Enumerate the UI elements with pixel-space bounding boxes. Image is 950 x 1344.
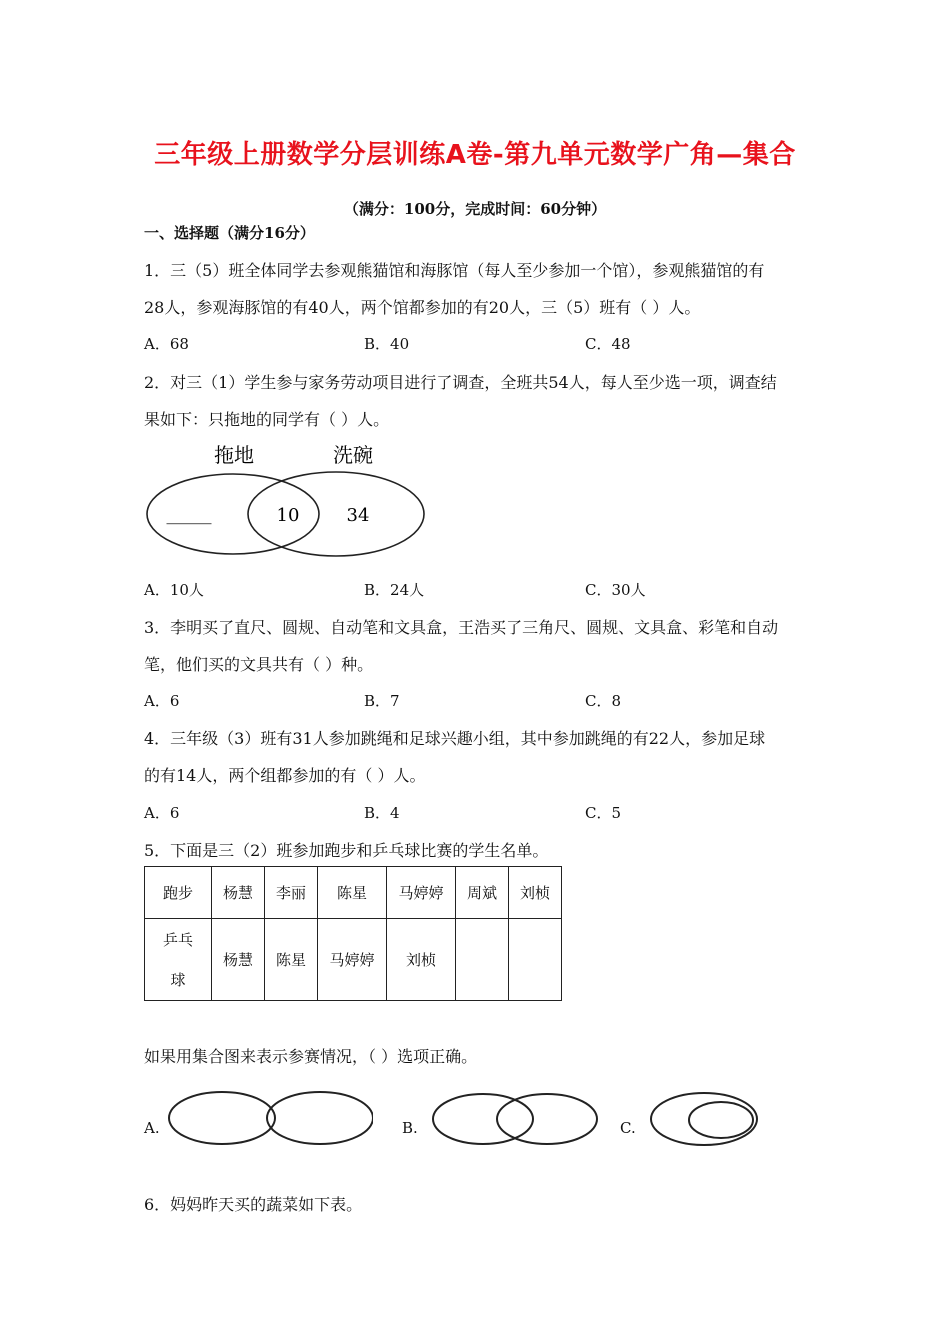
q5-option-a-label: A.	[144, 1119, 160, 1137]
table-cell: 刘桢	[509, 867, 562, 919]
q5-option-b-diagram	[430, 1090, 602, 1146]
table-cell: 陈星	[318, 867, 387, 919]
q2-option-c: C．30人	[585, 581, 646, 599]
venn-left-value: _____	[166, 504, 212, 525]
table-cell: 李丽	[265, 867, 318, 919]
q2-venn-diagram	[144, 438, 434, 562]
table-cell: 刘桢	[387, 919, 456, 1001]
venn-right-label: 洗碗	[333, 443, 373, 467]
q2-text-line2: 果如下：只拖地的同学有（ ）人。	[144, 410, 390, 429]
table-cell: 马婷婷	[387, 867, 456, 919]
q4-option-b: B．4	[364, 804, 400, 822]
q5-text-line2: 如果用集合图来表示参赛情况，（ ）选项正确。	[144, 1047, 478, 1066]
table-cell: 跑步	[145, 867, 212, 919]
q1-text-line1: 1．三（5）班全体同学去参观熊猫馆和海豚馆（每人至少参加一个馆），参观熊猫馆的有	[144, 261, 765, 280]
q1-text-line2: 28人，参观海豚馆的有40人，两个馆都参加的有20人，三（5）班有（ ）人。	[144, 298, 701, 317]
q5-option-b-label: B.	[402, 1119, 418, 1137]
q5-option-c-diagram	[648, 1090, 762, 1148]
overlap-ellipse-left	[433, 1094, 533, 1144]
q2-option-b: B．24人	[364, 581, 425, 599]
q4-text-line1: 4．三年级（3）班有31人参加跳绳和足球兴趣小组，其中参加跳绳的有22人，参加足球	[144, 729, 766, 748]
table-cell: 杨慧	[212, 919, 265, 1001]
table-cell: 马婷婷	[318, 919, 387, 1001]
table-cell	[145, 919, 212, 1001]
pingpong-label: 乒乓球	[162, 930, 193, 989]
q5-text-line1: 5．下面是三（2）班参加跑步和乒乓球比赛的学生名单。	[144, 841, 549, 860]
table-cell: 杨慧	[212, 867, 265, 919]
venn-right-ellipse	[248, 472, 424, 556]
q5-option-a-diagram	[165, 1090, 373, 1146]
section-heading: 一、选择题（满分16分）	[144, 224, 315, 242]
venn-right-value: 34	[346, 505, 370, 526]
inner-ellipse	[689, 1102, 753, 1138]
page-title: 三年级上册数学分层训练A卷-第九单元数学广角—集合	[154, 140, 796, 170]
table-cell: 陈星	[265, 919, 318, 1001]
q3-option-b: B．7	[364, 692, 400, 710]
separate-ellipse-left	[169, 1092, 275, 1144]
overlap-ellipse-right	[497, 1094, 597, 1144]
q4-option-c: C．5	[585, 804, 622, 822]
q5-option-c-label: C.	[620, 1119, 636, 1137]
table-row-pingpong	[145, 919, 562, 1001]
q3-text-line2: 笔，他们买的文具共有（ ）种。	[144, 655, 374, 674]
outer-ellipse	[651, 1093, 757, 1145]
table-row-running	[145, 867, 562, 919]
separate-ellipse-right	[267, 1092, 373, 1144]
q4-option-a: A．6	[144, 804, 180, 822]
table-cell: 周斌	[456, 867, 509, 919]
venn-left-label: 拖地	[214, 443, 254, 467]
table-cell	[509, 919, 562, 1001]
venn-middle-value: 10	[276, 505, 300, 526]
q1-option-c: C．48	[585, 335, 631, 353]
q6-text-line1: 6．妈妈昨天买的蔬菜如下表。	[144, 1195, 363, 1214]
q5-name-table	[144, 866, 562, 1001]
q2-option-a: A．10人	[144, 581, 204, 599]
q1-option-a: A．68	[144, 335, 189, 353]
q3-option-c: C．8	[585, 692, 622, 710]
q1-option-b: B．40	[364, 335, 410, 353]
q2-text-line1: 2．对三（1）学生参与家务劳动项目进行了调查，全班共54人，每人至少选一项，调查结	[144, 373, 777, 392]
q3-option-a: A．6	[144, 692, 180, 710]
table-cell	[456, 919, 509, 1001]
page-subtitle: （满分：100分，完成时间：60分钟）	[343, 200, 607, 218]
q3-text-line1: 3．李明买了直尺、圆规、自动笔和文具盒，王浩买了三角尺、圆规、文具盒、彩笔和自动	[144, 618, 779, 637]
q4-text-line2: 的有14人，两个组都参加的有（ ）人。	[144, 766, 426, 785]
